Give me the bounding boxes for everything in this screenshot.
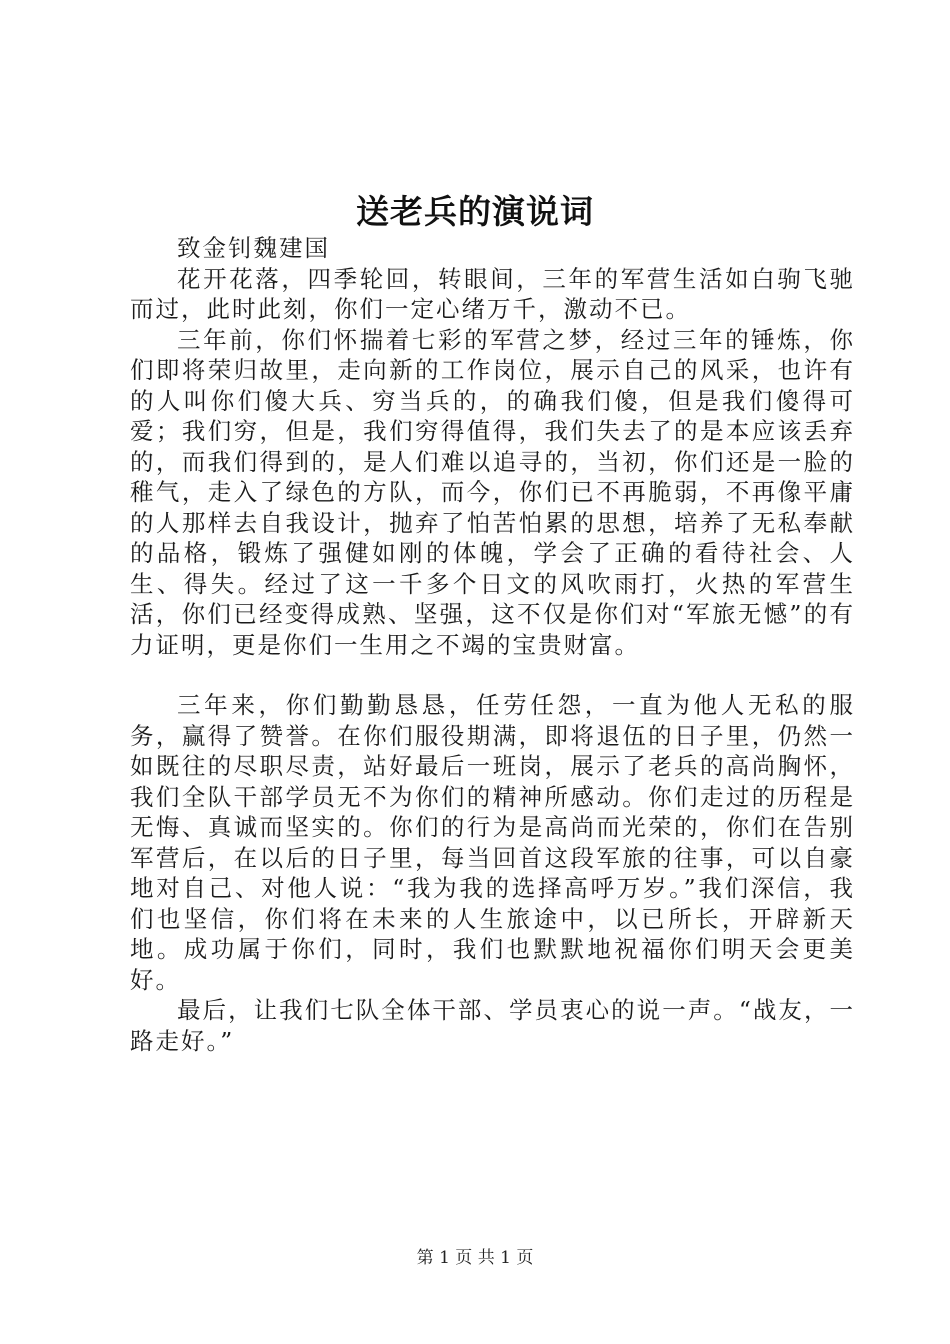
salutation-paragraph: 致金钊魏建国: [177, 234, 330, 262]
closing-paragraph: 最后，让我们七队全体干部、学员衷心的说一声。“战友，一路走好。”: [130, 996, 855, 1055]
page-number-footer: 第 1 页 共 1 页: [416, 1248, 534, 1268]
body-paragraph-2: 三年前，你们怀揣着七彩的军营之梦，经过三年的锤炼，你们即将荣归故里，走向新的工作岗位，展示自己的风采，也许有的人叫你们傻大兵、穷当兵的，的确我们傻，但是我们傻得可爱；我们穷，但是，我们穷得值得，我们失去了的是本应该丢弃的，而我们得到的，是人们难以追寻的，当初，你们还是一脸的稚气，走入了绿色的方队，而今，你们已不再脆弱，不再像平庸的人那样去自我设计，抛弃了怕苦怕累的思想，培养了无私奉献的品格，锻炼了强健如刚的体魄，学会了正确的看待社会、人生、得失。经过了这一千多个日文的风吹雨打，火热的军营生活，你们已经变得成熟、坚强，这不仅是你们对“军旅无憾”的有力证明，更是你们一生用之不竭的宝贵财富。: [130, 325, 855, 659]
body-paragraph-1: 花开花落，四季轮回，转眼间，三年的军营生活如白驹飞驰而过，此时此刻，你们一定心绪万千，激动不已。: [130, 264, 855, 323]
document-body: [130, 233, 855, 1056]
body-paragraph-3: 三年来，你们勤勤恳恳，任劳任怨，一直为他人无私的服务，赢得了赞誉。在你们服役期满，即将退伍的日子里，仍然一如既往的尽职尽责，站好最后一班岗，展示了老兵的高尚胸怀，我们全队干部学员无不为你们的精神所感动。你们走过的历程是无悔、真诚而坚实的。你们的行为是高尚而光荣的，你们在告别军营后，在以后的日子里，每当回首这段军旅的往事，可以自豪地对自己、对他人说：“我为我的选择高呼万岁。”我们深信，我们也坚信，你们将在未来的人生旅途中，以已所长，开辟新天地。成功属于你们，同时，我们也默默地祝福你们明天会更美好。: [130, 691, 855, 994]
paragraph-spacer: [130, 660, 855, 690]
document-title: 送老兵的演说词: [356, 192, 594, 231]
